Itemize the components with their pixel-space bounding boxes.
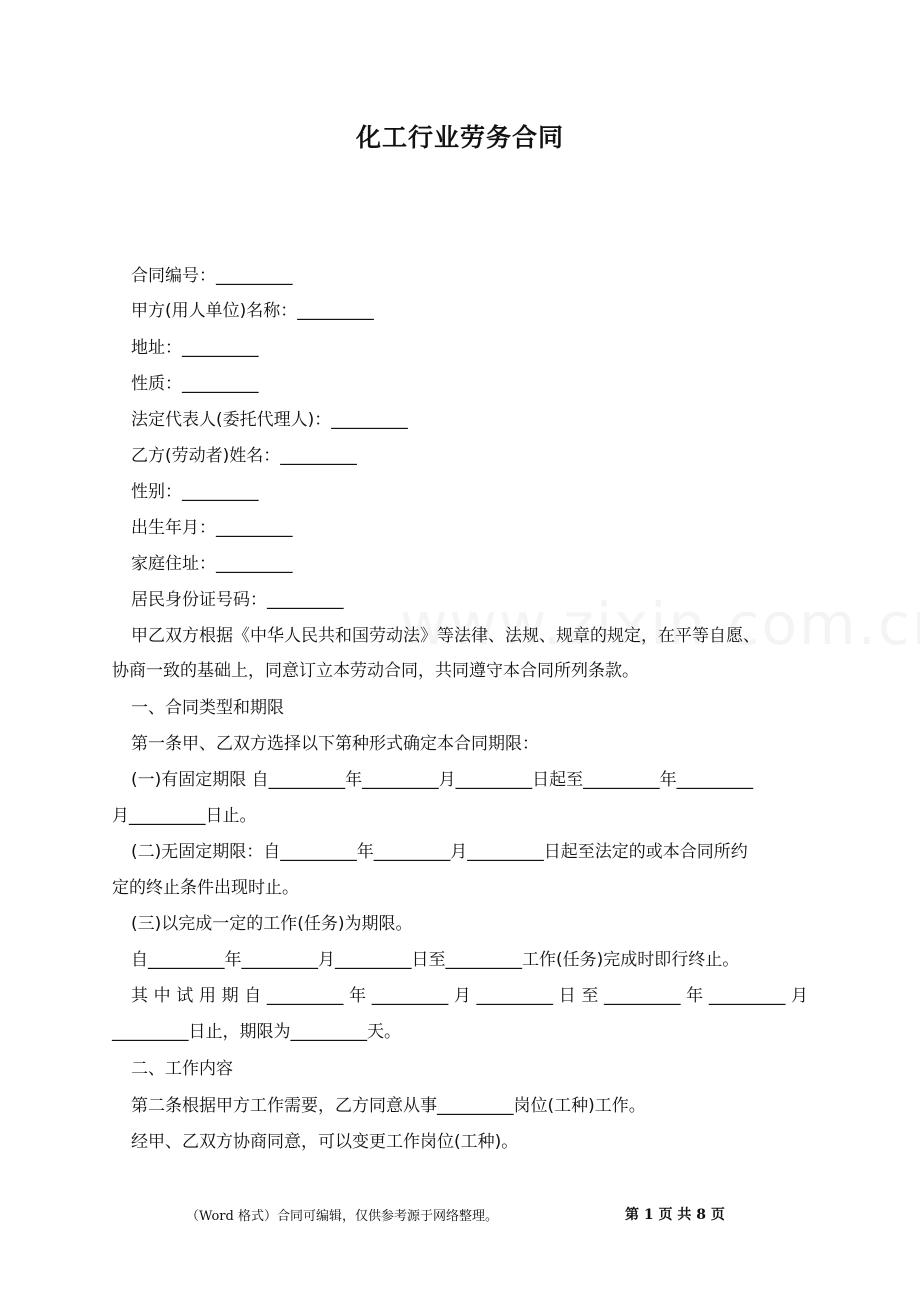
term-fixed-line-1: (一)有固定期限 自_________年_________月_________日起至_________年_________ [131, 770, 754, 790]
page-number: 第 1 页 共 8 页 [625, 1207, 725, 1223]
field-id-number: 居民身份证号码：_________ [131, 590, 344, 610]
field-party-b-name: 乙方(劳动者)姓名：_________ [131, 446, 357, 466]
footer-note: （Word 格式）合同可编辑，仅供参考源于网络整理。 [186, 1209, 498, 1224]
term-open-line-1: (二)无固定期限：自_________年_________月_________日起至法定的或本合同所约 [131, 842, 748, 862]
term-task-dates: 自_________年_________月_________日至_________工作(任务)完成时即行终止。 [131, 950, 740, 970]
field-nature: 性质：_________ [131, 374, 259, 394]
field-legal-representative: 法定代表人(委托代理人)：_________ [131, 410, 408, 430]
term-open-line-2: 定的终止条件出现时止。 [112, 878, 299, 898]
article-2-note: 经甲、乙双方协商同意，可以变更工作岗位(工种)。 [131, 1132, 519, 1152]
field-gender: 性别：_________ [131, 482, 259, 502]
field-party-a-name: 甲方(用人单位)名称：_________ [131, 301, 374, 321]
term-task-based: (三)以完成一定的工作(任务)为期限。 [131, 914, 413, 934]
section-heading-2: 二、工作内容 [131, 1059, 233, 1079]
field-home-address: 家庭住址：_________ [131, 554, 293, 574]
field-birth-date: 出生年月：_________ [131, 518, 293, 538]
term-fixed-line-2: 月_________日止。 [112, 806, 257, 826]
document-title: 化工行业劳务合同 [355, 123, 564, 152]
preamble-line-2: 协商一致的基础上，同意订立本劳动合同，共同遵守本合同所列条款。 [112, 661, 639, 681]
article-2: 第二条根据甲方工作需要，乙方同意从事_________岗位(工种)工作。 [131, 1096, 646, 1116]
field-contract-number: 合同编号：_________ [131, 266, 293, 286]
section-heading-1: 一、合同类型和期限 [131, 698, 284, 718]
preamble-line-1: 甲乙双方根据《中华人民共和国劳动法》等法律、法规、规章的规定，在平等自愿、 [131, 626, 760, 646]
field-address: 地址：_________ [131, 338, 259, 358]
article-1: 第一条甲、乙双方选择以下第种形式确定本合同期限： [131, 734, 539, 754]
probation-line-2: _________日止，期限为_________天。 [112, 1022, 401, 1042]
probation-line-1: 其中试用期自_________年_________月_________日至_________年_________月 [131, 986, 808, 1006]
